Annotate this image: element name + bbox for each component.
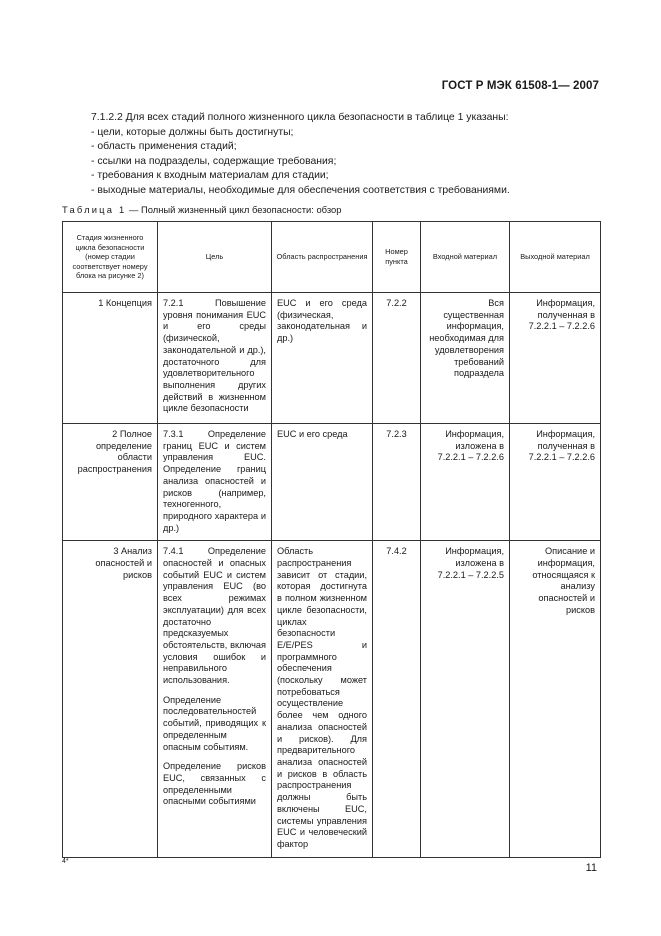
cell-goal <box>158 293 272 424</box>
page-number: 11 <box>585 862 597 874</box>
cell-scope: EUC и его среда <box>272 424 373 541</box>
header-output: Выходной материал <box>510 222 601 293</box>
standard-code-header: ГОСТ Р МЭК 61508-1— 2007 <box>441 80 599 92</box>
cell-output: Описание и информация, относящаяся к анализу опасностей и рисков <box>510 541 601 858</box>
cell-scope: Область распространения зависит от стадии, которая достигнута в полном жизненном цикле безопасности, циклах безопасности E/E/PES и программного обеспечения (поскольку может потребоваться осуществление более чем одного анализа опасностей и рисков). Для предварительного анализа опасностей и рисков в область распространения должны быть включены EUC, системы управления EUC и человеческий фактор <box>272 541 373 858</box>
goal-paragraph: 7.2.1 Повышение уровня понимания EUC и его среды (физической, законодательной и др.), достаточного для удовлетворительного выполнения других действий в жизненном цикле безопасности <box>163 298 266 414</box>
intro-item: - требования к входным материалам для стадии; <box>91 170 329 182</box>
header-stage: Стадия жизненного цикла безопасности (номер стадии соответствует номеру блока на рисунке 2) <box>63 222 158 293</box>
cell-input: Информация, изложена в 7.2.2.1 – 7.2.2.6 <box>421 424 510 541</box>
goal-paragraph: Определение последовательностей событий, приводящих к определенным опасным событиям. <box>163 694 266 752</box>
table-row <box>63 424 601 541</box>
cell-goal <box>158 424 272 541</box>
goal-paragraph: 7.4.1 Определение опасностей и опасных событий EUC и систем управления EUC (во всех режимах эксплуатации) для всех достаточно предсказуемых обстоятельств, включая условия ошибок и неправильного использования. <box>163 546 266 686</box>
table-caption <box>62 204 341 215</box>
intro-item: - область применения стадий; <box>91 141 237 153</box>
cell-output: Информация, полученная в 7.2.2.1 – 7.2.2.6 <box>510 424 601 541</box>
cell-input: Вся существенная информация, необходимая для удовлетворения требований подраздела <box>421 293 510 424</box>
cell-stage: 3 Анализ опасностей и рисков <box>63 541 158 858</box>
intro-paragraph <box>91 111 611 199</box>
header-clause: Номер пункта <box>373 222 421 293</box>
table-caption-label: Таблица 1 <box>62 204 127 215</box>
cell-scope: EUC и его среда (физическая, законодательная и др.) <box>272 293 373 424</box>
cell-stage: 1 Концепция <box>63 293 158 424</box>
cell-input: Информация, изложена в 7.2.2.1 – 7.2.2.5 <box>421 541 510 858</box>
header-scope: Область распространения <box>272 222 373 293</box>
table-header-row <box>63 222 601 293</box>
table-caption-text: — Полный жизненный цикл безопасности: обзор <box>126 204 342 215</box>
cell-output: Информация, полученная в 7.2.2.1 – 7.2.2.6 <box>510 293 601 424</box>
cell-clause: 7.2.3 <box>373 424 421 541</box>
intro-lead: 7.1.2.2 Для всех стадий полного жизненного цикла безопасности в таблице 1 указаны: <box>91 112 509 123</box>
footnote-mark: 4* <box>62 858 69 865</box>
table-row <box>63 541 601 858</box>
table-row <box>63 293 601 424</box>
header-goal: Цель <box>158 222 272 293</box>
cell-clause: 7.2.2 <box>373 293 421 424</box>
goal-paragraph: 7.3.1 Определение границ EUC и систем управления EUC. Определение границ анализа опасностей и рисков (например, техногенного, природного характера и др.) <box>163 429 266 533</box>
intro-item: - цели, которые должны быть достигнуты; <box>91 126 294 138</box>
header-input: Входной материал <box>421 222 510 293</box>
cell-goal <box>158 541 272 858</box>
intro-item: - ссылки на подразделы, содержащие требования; <box>91 155 337 167</box>
intro-item: - выходные материалы, необходимые для обеспечения соответствия с требованиями. <box>91 184 510 196</box>
cell-stage: 2 Полное определение области распространения <box>63 424 158 541</box>
lifecycle-table <box>62 221 601 858</box>
goal-paragraph: Определение рисков EUC, связанных с определенными опасными событиями <box>163 761 266 807</box>
cell-clause: 7.4.2 <box>373 541 421 858</box>
